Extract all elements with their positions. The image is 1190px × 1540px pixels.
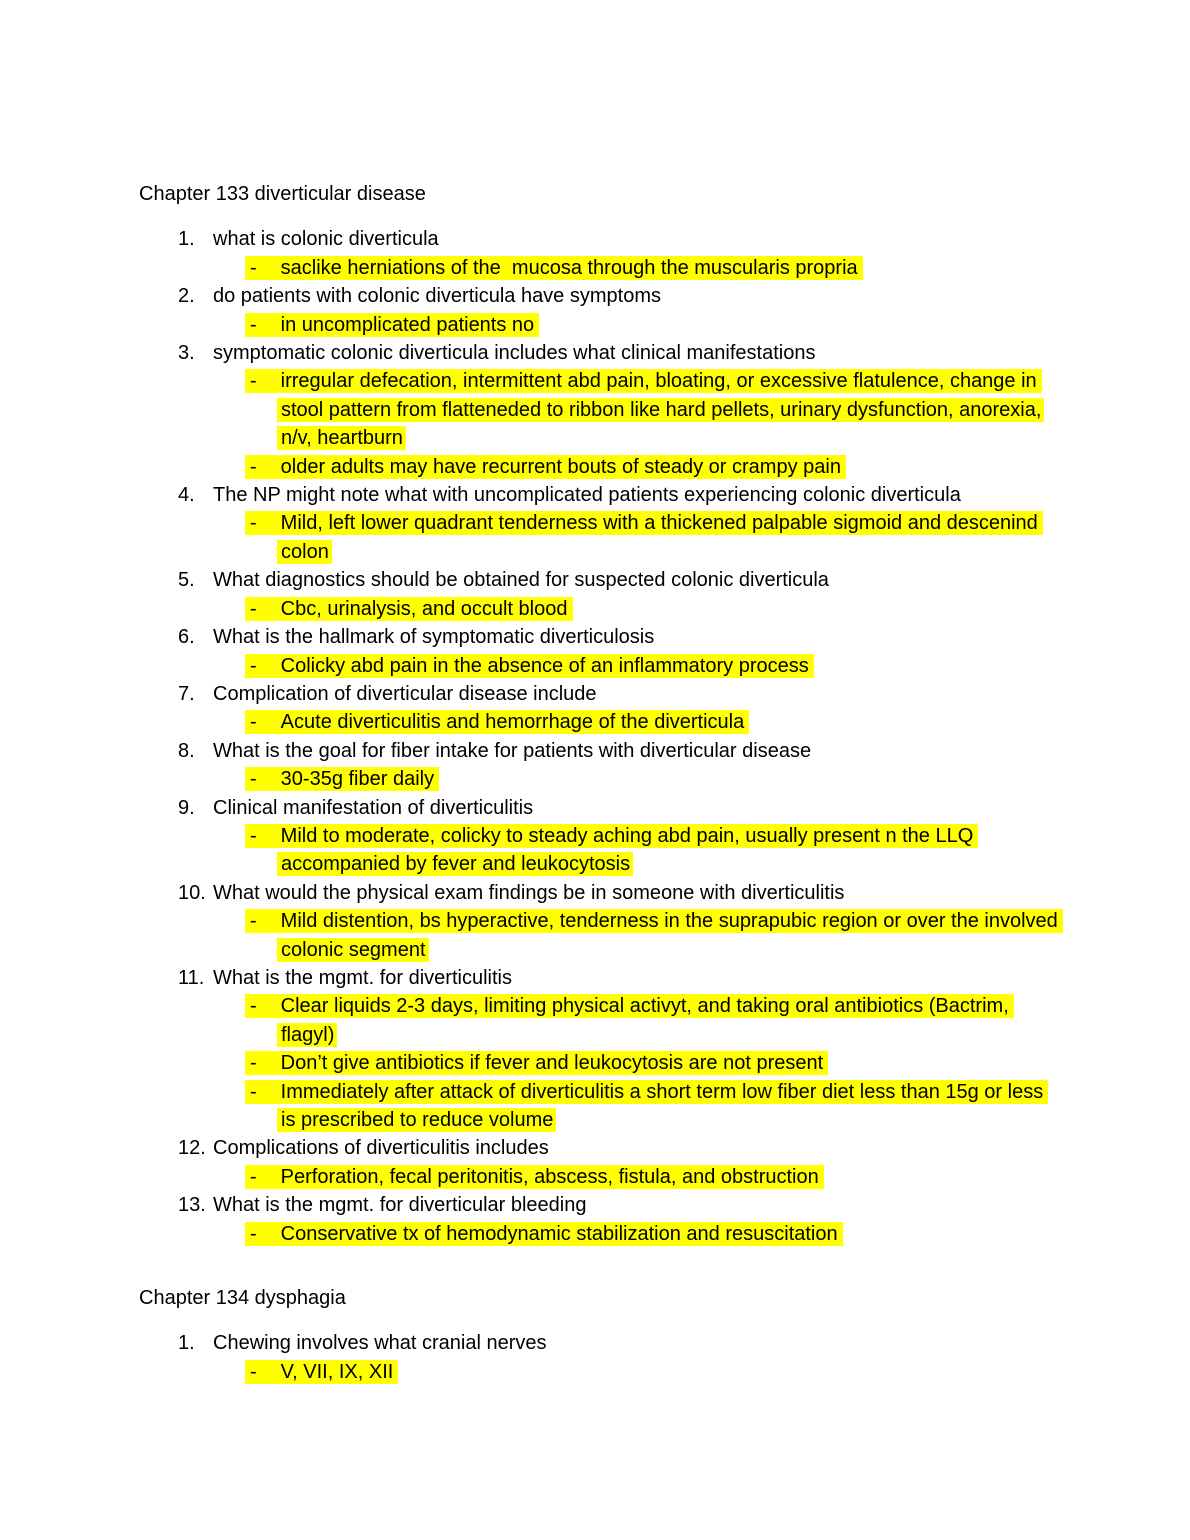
answer-line xyxy=(245,822,1190,850)
question-number: 9. xyxy=(178,796,195,819)
answer-line xyxy=(245,311,1190,339)
question-item xyxy=(178,1134,1190,1162)
answer-text: colonic segment xyxy=(281,938,426,961)
answer-line xyxy=(245,1163,1190,1191)
highlighted-answer xyxy=(277,1108,556,1132)
question-number: 6. xyxy=(178,626,195,649)
answer-text: V, VII, IX, XII xyxy=(280,1360,394,1383)
answer-text: flagyl) xyxy=(281,1023,335,1046)
question-text: what is colonic diverticula xyxy=(213,228,439,251)
answer-line xyxy=(277,1106,1190,1134)
answer-line xyxy=(245,907,1190,935)
question-number: 3. xyxy=(178,342,195,365)
question-text: Chewing involves what cranial nerves xyxy=(213,1332,547,1355)
highlighted-answer xyxy=(245,1222,843,1246)
question-item xyxy=(178,737,1190,765)
section-heading: Chapter 134 dysphagia xyxy=(139,1287,346,1310)
highlighted-answer xyxy=(245,1360,398,1384)
question-item xyxy=(178,1329,1190,1357)
answer-text: irregular defecation, intermittent abd pain, bloating, or excessive flatulence, change in xyxy=(280,370,1037,393)
highlighted-answer xyxy=(277,540,332,564)
highlighted-answer xyxy=(245,1165,824,1189)
highlighted-answer xyxy=(277,852,633,876)
question-text: do patients with colonic diverticula have symptoms xyxy=(213,285,661,308)
question-text: The NP might note what with uncomplicated patients experiencing colonic diverticula xyxy=(213,484,961,507)
answer-dash: - xyxy=(250,1052,257,1075)
highlighted-answer xyxy=(245,824,978,848)
answer-text: Mild to moderate, colicky to steady aching abd pain, usually present n the LLQ xyxy=(280,824,974,847)
question-number: 10. xyxy=(178,881,206,904)
answer-line xyxy=(277,1021,1190,1049)
highlighted-answer xyxy=(277,1023,337,1047)
question-item xyxy=(178,566,1190,594)
question-number: 1. xyxy=(178,228,195,251)
answer-text: 30-35g fiber daily xyxy=(280,768,435,791)
answer-line xyxy=(245,765,1190,793)
question-number: 11. xyxy=(178,966,205,989)
answer-dash: - xyxy=(250,995,257,1018)
answer-line xyxy=(277,936,1190,964)
question-text: What is the mgmt. for diverticulitis xyxy=(213,966,512,989)
answer-text: older adults may have recurrent bouts of steady or crampy pain xyxy=(280,455,841,478)
question-number: 2. xyxy=(178,285,195,308)
answer-text: Colicky abd pain in the absence of an inflammatory process xyxy=(280,654,809,677)
question-number: 7. xyxy=(178,682,195,705)
answer-dash: - xyxy=(250,256,257,279)
answer-text: accompanied by fever and leukocytosis xyxy=(281,853,631,876)
highlighted-answer xyxy=(245,597,573,621)
highlighted-answer xyxy=(277,398,1044,422)
question-text: What is the hallmark of symptomatic diverticulosis xyxy=(213,626,655,649)
answer-line xyxy=(277,538,1190,566)
answer-dash: - xyxy=(250,1080,257,1103)
answer-dash: - xyxy=(250,910,257,933)
chapter-section xyxy=(0,180,1190,1248)
answer-dash: - xyxy=(250,370,257,393)
answer-dash: - xyxy=(250,711,257,734)
answer-line xyxy=(245,1049,1190,1077)
question-item xyxy=(178,680,1190,708)
question-text: What is the goal for fiber intake for patients with diverticular disease xyxy=(213,739,812,762)
answer-line xyxy=(245,992,1190,1020)
question-number: 8. xyxy=(178,739,195,762)
answer-text: Clear liquids 2-3 days, limiting physical activyt, and taking oral antibiotics (Bactrim, xyxy=(280,995,1009,1018)
question-item xyxy=(178,282,1190,310)
answer-text: Cbc, urinalysis, and occult blood xyxy=(280,597,568,620)
question-item xyxy=(178,1191,1190,1219)
answer-line xyxy=(245,1220,1190,1248)
answer-text: Perforation, fecal peritonitis, abscess, fistula, and obstruction xyxy=(280,1165,819,1188)
answer-text: Immediately after attack of diverticulitis a short term low fiber diet less than 15g or less xyxy=(280,1080,1044,1103)
answer-line xyxy=(245,652,1190,680)
answer-line xyxy=(277,424,1190,452)
answer-text: colon xyxy=(281,540,329,563)
answer-text: Mild, left lower quadrant tenderness with a thickened palpable sigmoid and descenind xyxy=(280,512,1038,535)
answer-line xyxy=(245,1078,1190,1106)
section-heading: Chapter 133 diverticular disease xyxy=(139,183,426,205)
question-number: 12. xyxy=(178,1137,206,1160)
question-number: 4. xyxy=(178,484,195,507)
answer-dash: - xyxy=(250,512,257,535)
question-text: What diagnostics should be obtained for suspected colonic diverticula xyxy=(213,569,829,592)
answer-dash: - xyxy=(250,768,257,791)
answer-text: stool pattern from flatteneded to ribbon like hard pellets, urinary dysfunction, anorexia, xyxy=(281,398,1042,421)
answer-text: saclike herniations of the mucosa through the muscularis propria xyxy=(280,256,858,279)
highlighted-answer xyxy=(245,654,814,678)
question-number: 13. xyxy=(178,1194,206,1217)
answer-line xyxy=(245,367,1190,395)
highlighted-answer xyxy=(245,767,439,791)
question-text: Complication of diverticular disease include xyxy=(213,682,597,705)
answer-dash: - xyxy=(250,313,257,336)
highlighted-answer xyxy=(245,1051,828,1075)
answer-text: is prescribed to reduce volume xyxy=(281,1109,554,1131)
answer-text: in uncomplicated patients no xyxy=(280,313,535,336)
question-text: symptomatic colonic diverticula includes what clinical manifestations xyxy=(213,342,816,365)
question-item xyxy=(178,225,1190,253)
highlighted-answer xyxy=(245,511,1043,535)
answer-line xyxy=(245,453,1190,481)
highlighted-answer xyxy=(245,256,863,280)
answer-dash: - xyxy=(250,1222,257,1245)
highlighted-answer xyxy=(245,909,1063,933)
highlighted-answer xyxy=(245,994,1014,1018)
highlighted-answer xyxy=(245,455,846,479)
highlighted-answer xyxy=(245,369,1042,393)
question-item xyxy=(178,794,1190,822)
answer-line xyxy=(245,509,1190,537)
question-text: Clinical manifestation of diverticulitis xyxy=(213,796,534,819)
answer-dash: - xyxy=(250,824,257,847)
question-text: What is the mgmt. for diverticular bleeding xyxy=(213,1194,587,1217)
question-item xyxy=(178,623,1190,651)
question-number: 5. xyxy=(178,569,195,592)
answer-line xyxy=(245,1358,1190,1386)
highlighted-answer xyxy=(245,710,749,734)
answer-text: Conservative tx of hemodynamic stabilization and resuscitation xyxy=(280,1222,838,1245)
highlighted-answer xyxy=(277,426,406,450)
answer-text: Mild distention, bs hyperactive, tenderness in the suprapubic region or over the involved xyxy=(280,910,1058,933)
highlighted-answer xyxy=(245,1080,1048,1104)
answer-dash: - xyxy=(250,1165,257,1188)
highlighted-answer xyxy=(277,938,429,962)
question-item xyxy=(178,879,1190,907)
answer-dash: - xyxy=(250,597,257,620)
highlighted-answer xyxy=(245,313,539,337)
question-text: What would the physical exam findings be in someone with diverticulitis xyxy=(213,881,845,904)
answer-line xyxy=(245,595,1190,623)
question-text: Complications of diverticulitis includes xyxy=(213,1137,549,1160)
answer-text: Don’t give antibiotics if fever and leukocytosis are not present xyxy=(280,1052,824,1075)
answer-dash: - xyxy=(250,1360,257,1383)
answer-dash: - xyxy=(250,455,257,478)
answer-text: n/v, heartburn xyxy=(281,427,403,450)
chapter-section xyxy=(0,1284,1190,1386)
answer-line xyxy=(245,708,1190,736)
answer-line xyxy=(277,396,1190,424)
answer-line xyxy=(245,254,1190,282)
answer-text: Acute diverticulitis and hemorrhage of the diverticula xyxy=(280,711,745,734)
question-item xyxy=(178,481,1190,509)
answer-dash: - xyxy=(250,654,257,677)
question-number: 1. xyxy=(178,1332,195,1355)
question-item xyxy=(178,339,1190,367)
question-item xyxy=(178,964,1190,992)
answer-line xyxy=(277,850,1190,878)
